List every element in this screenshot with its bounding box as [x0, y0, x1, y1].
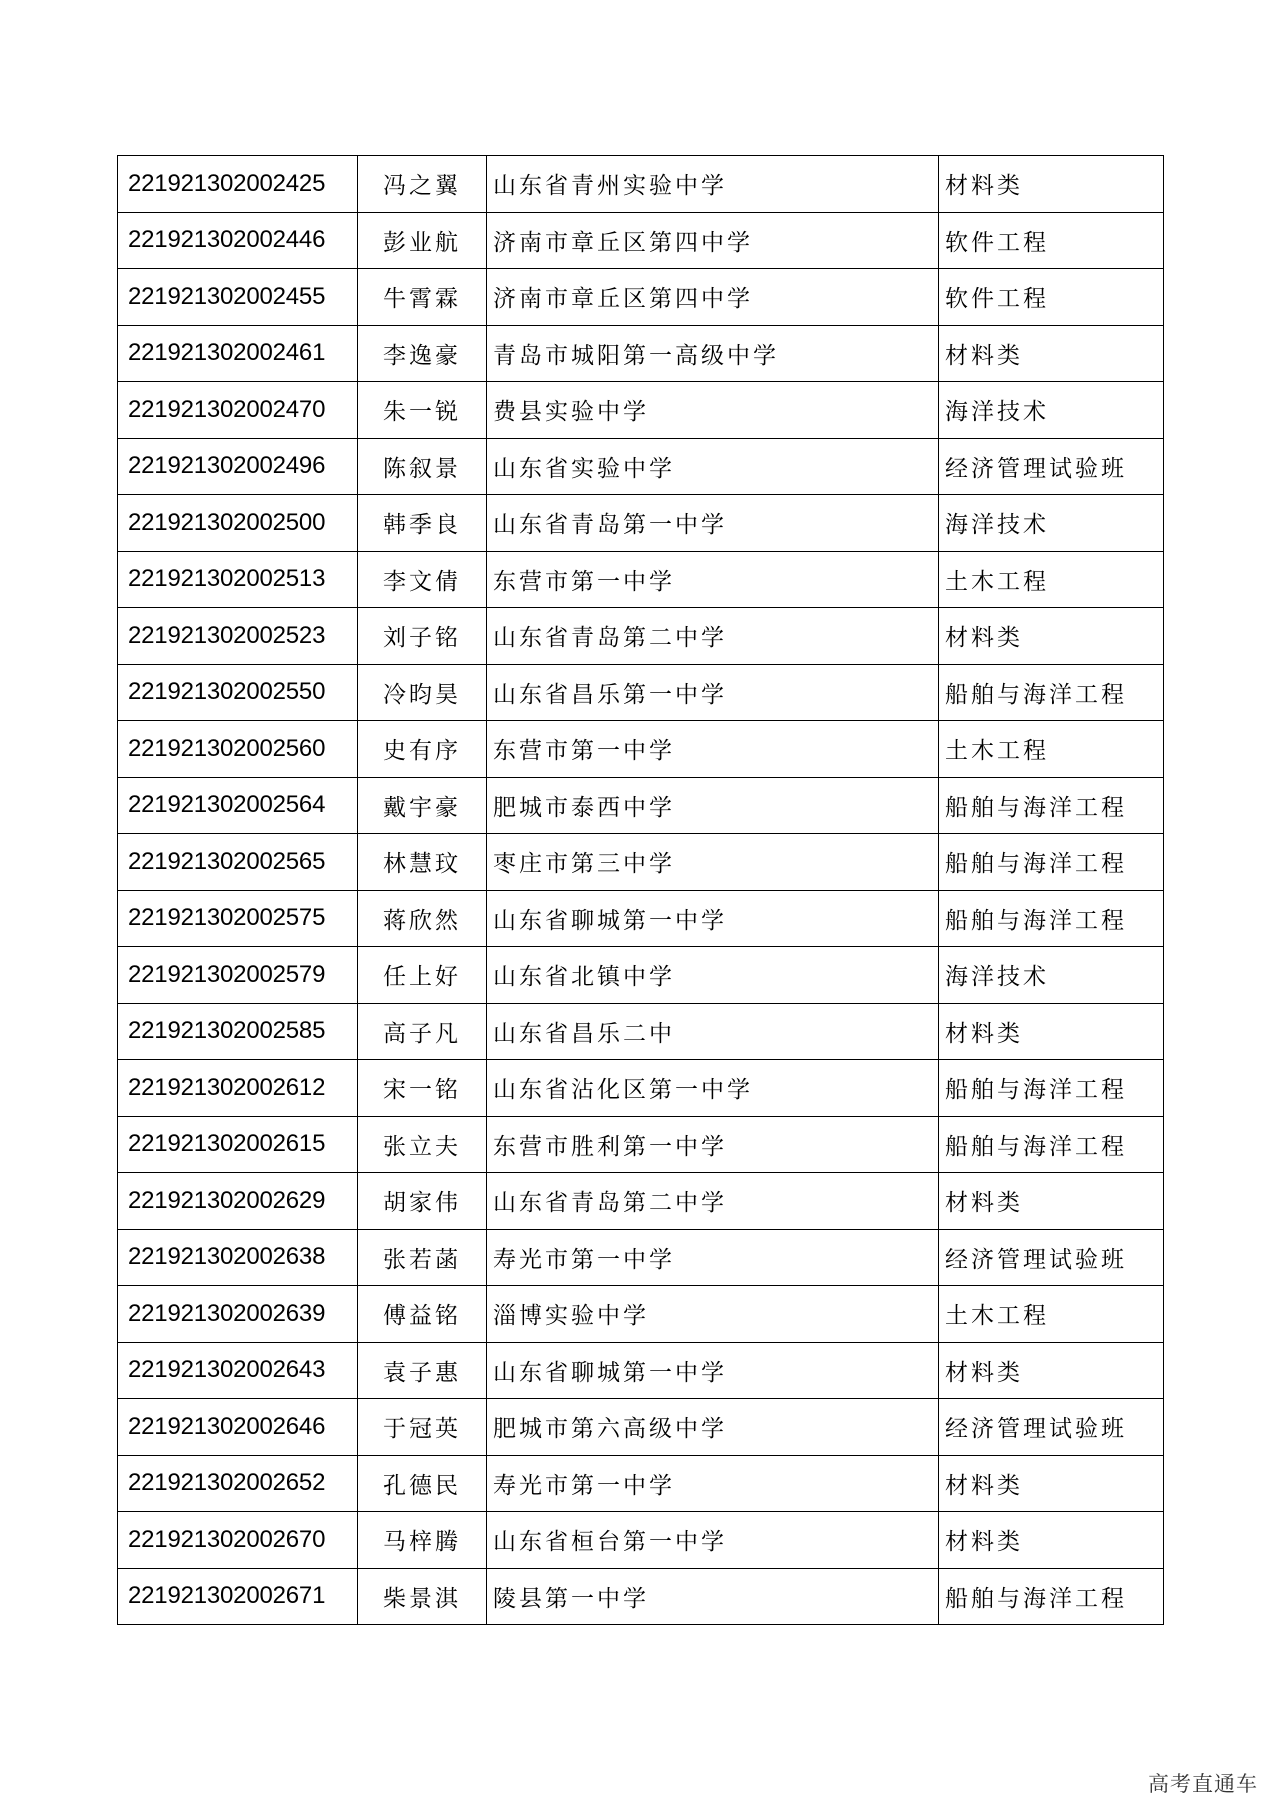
major-cell: 船舶与海洋工程	[939, 1568, 1164, 1625]
school-cell: 山东省昌乐第一中学	[487, 664, 939, 721]
candidate-id-cell: 221921302002455	[118, 269, 358, 326]
school-cell: 山东省青州实验中学	[487, 156, 939, 213]
student-name-cell: 高子凡	[358, 1003, 487, 1060]
table-row	[118, 1286, 1164, 1343]
major-cell: 软件工程	[939, 269, 1164, 326]
table-row	[118, 664, 1164, 721]
student-name-cell: 戴宇豪	[358, 777, 487, 834]
student-name-cell: 任上好	[358, 947, 487, 1004]
candidate-id-cell: 221921302002638	[118, 1229, 358, 1286]
admission-list-table	[117, 155, 1164, 1625]
candidate-id-cell: 221921302002550	[118, 664, 358, 721]
major-cell: 材料类	[939, 1342, 1164, 1399]
student-name-cell: 韩季良	[358, 495, 487, 552]
table-body	[118, 156, 1164, 1625]
candidate-id-cell: 221921302002575	[118, 890, 358, 947]
school-cell: 东营市第一中学	[487, 721, 939, 778]
major-cell: 材料类	[939, 1455, 1164, 1512]
student-name-cell: 冯之翼	[358, 156, 487, 213]
candidate-id-cell: 221921302002643	[118, 1342, 358, 1399]
major-cell: 海洋技术	[939, 495, 1164, 552]
school-cell: 费县实验中学	[487, 382, 939, 439]
table-row	[118, 1060, 1164, 1117]
student-name-cell: 马梓腾	[358, 1512, 487, 1569]
student-name-cell: 张若菡	[358, 1229, 487, 1286]
school-cell: 济南市章丘区第四中学	[487, 212, 939, 269]
major-cell: 土木工程	[939, 551, 1164, 608]
table-row	[118, 1568, 1164, 1625]
candidate-id-cell: 221921302002670	[118, 1512, 358, 1569]
table-row	[118, 1512, 1164, 1569]
student-name-cell: 李文倩	[358, 551, 487, 608]
major-cell: 经济管理试验班	[939, 1229, 1164, 1286]
student-name-cell: 柴景淇	[358, 1568, 487, 1625]
candidate-id-cell: 221921302002671	[118, 1568, 358, 1625]
student-name-cell: 彭业航	[358, 212, 487, 269]
table-row	[118, 438, 1164, 495]
candidate-id-cell: 221921302002565	[118, 834, 358, 891]
student-name-cell: 李逸豪	[358, 325, 487, 382]
school-cell: 东营市胜利第一中学	[487, 1116, 939, 1173]
school-cell: 陵县第一中学	[487, 1568, 939, 1625]
student-name-cell: 于冠英	[358, 1399, 487, 1456]
candidate-id-cell: 221921302002646	[118, 1399, 358, 1456]
table-row	[118, 721, 1164, 778]
table-row	[118, 1399, 1164, 1456]
table-row	[118, 947, 1164, 1004]
major-cell: 材料类	[939, 1003, 1164, 1060]
table-row	[118, 834, 1164, 891]
major-cell: 海洋技术	[939, 947, 1164, 1004]
table-row	[118, 1173, 1164, 1230]
candidate-id-cell: 221921302002496	[118, 438, 358, 495]
major-cell: 土木工程	[939, 721, 1164, 778]
major-cell: 船舶与海洋工程	[939, 834, 1164, 891]
school-cell: 山东省青岛第二中学	[487, 608, 939, 665]
table-row	[118, 1455, 1164, 1512]
candidate-id-cell: 221921302002500	[118, 495, 358, 552]
major-cell: 软件工程	[939, 212, 1164, 269]
student-name-cell: 傅益铭	[358, 1286, 487, 1343]
school-cell: 山东省北镇中学	[487, 947, 939, 1004]
major-cell: 经济管理试验班	[939, 438, 1164, 495]
major-cell: 船舶与海洋工程	[939, 664, 1164, 721]
candidate-id-cell: 221921302002564	[118, 777, 358, 834]
school-cell: 山东省青岛第二中学	[487, 1173, 939, 1230]
candidate-id-cell: 221921302002612	[118, 1060, 358, 1117]
school-cell: 山东省沾化区第一中学	[487, 1060, 939, 1117]
major-cell: 船舶与海洋工程	[939, 1116, 1164, 1173]
student-name-cell: 牛霄霖	[358, 269, 487, 326]
student-name-cell: 蒋欣然	[358, 890, 487, 947]
school-cell: 山东省青岛第一中学	[487, 495, 939, 552]
school-cell: 青岛市城阳第一高级中学	[487, 325, 939, 382]
school-cell: 山东省实验中学	[487, 438, 939, 495]
school-cell: 枣庄市第三中学	[487, 834, 939, 891]
table-row	[118, 382, 1164, 439]
school-cell: 山东省昌乐二中	[487, 1003, 939, 1060]
table-row	[118, 269, 1164, 326]
student-name-cell: 张立夫	[358, 1116, 487, 1173]
table-row	[118, 890, 1164, 947]
candidate-id-cell: 221921302002579	[118, 947, 358, 1004]
table-row	[118, 1116, 1164, 1173]
major-cell: 经济管理试验班	[939, 1399, 1164, 1456]
student-name-cell: 孔德民	[358, 1455, 487, 1512]
watermark-text: 高考直通车	[1148, 1772, 1258, 1796]
table-row	[118, 1003, 1164, 1060]
candidate-id-cell: 221921302002585	[118, 1003, 358, 1060]
major-cell: 船舶与海洋工程	[939, 777, 1164, 834]
school-cell: 寿光市第一中学	[487, 1229, 939, 1286]
school-cell: 寿光市第一中学	[487, 1455, 939, 1512]
major-cell: 材料类	[939, 608, 1164, 665]
student-name-cell: 袁子惠	[358, 1342, 487, 1399]
major-cell: 船舶与海洋工程	[939, 890, 1164, 947]
school-cell: 东营市第一中学	[487, 551, 939, 608]
major-cell: 材料类	[939, 325, 1164, 382]
major-cell: 海洋技术	[939, 382, 1164, 439]
school-cell: 肥城市第六高级中学	[487, 1399, 939, 1456]
student-name-cell: 林慧玟	[358, 834, 487, 891]
candidate-id-cell: 221921302002629	[118, 1173, 358, 1230]
candidate-id-cell: 221921302002523	[118, 608, 358, 665]
table-row	[118, 551, 1164, 608]
candidate-id-cell: 221921302002470	[118, 382, 358, 439]
candidate-id-cell: 221921302002513	[118, 551, 358, 608]
candidate-id-cell: 221921302002652	[118, 1455, 358, 1512]
student-name-cell: 朱一锐	[358, 382, 487, 439]
school-cell: 山东省桓台第一中学	[487, 1512, 939, 1569]
table-row	[118, 212, 1164, 269]
school-cell: 肥城市泰西中学	[487, 777, 939, 834]
student-name-cell: 宋一铭	[358, 1060, 487, 1117]
school-cell: 山东省聊城第一中学	[487, 1342, 939, 1399]
major-cell: 土木工程	[939, 1286, 1164, 1343]
candidate-id-cell: 221921302002446	[118, 212, 358, 269]
school-cell: 山东省聊城第一中学	[487, 890, 939, 947]
major-cell: 材料类	[939, 1173, 1164, 1230]
major-cell: 船舶与海洋工程	[939, 1060, 1164, 1117]
table-row	[118, 495, 1164, 552]
school-cell: 济南市章丘区第四中学	[487, 269, 939, 326]
school-cell: 淄博实验中学	[487, 1286, 939, 1343]
table-row	[118, 1342, 1164, 1399]
table-row	[118, 608, 1164, 665]
table-row	[118, 325, 1164, 382]
table-row	[118, 777, 1164, 834]
table-row	[118, 156, 1164, 213]
major-cell: 材料类	[939, 1512, 1164, 1569]
candidate-id-cell: 221921302002615	[118, 1116, 358, 1173]
major-cell: 材料类	[939, 156, 1164, 213]
student-name-cell: 史有序	[358, 721, 487, 778]
student-name-cell: 陈叙景	[358, 438, 487, 495]
student-name-cell: 冷昀昊	[358, 664, 487, 721]
student-name-cell: 刘子铭	[358, 608, 487, 665]
candidate-id-cell: 221921302002461	[118, 325, 358, 382]
table-row	[118, 1229, 1164, 1286]
candidate-id-cell: 221921302002560	[118, 721, 358, 778]
student-name-cell: 胡家伟	[358, 1173, 487, 1230]
candidate-id-cell: 221921302002639	[118, 1286, 358, 1343]
candidate-id-cell: 221921302002425	[118, 156, 358, 213]
